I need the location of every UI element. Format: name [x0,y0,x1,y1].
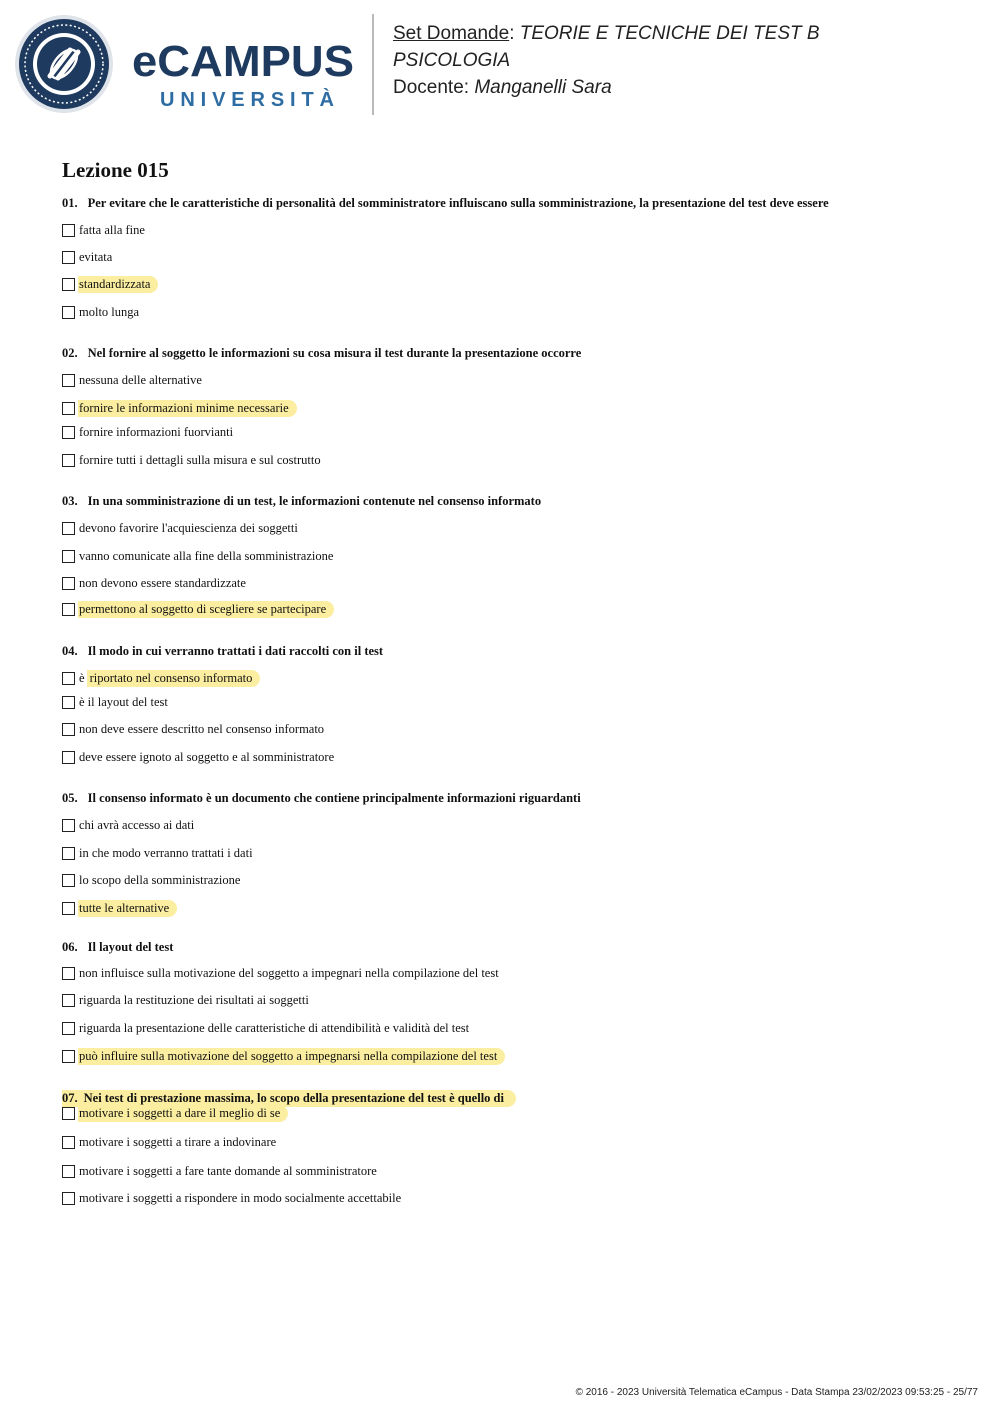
logo-sub: UNIVERSITÀ [160,89,338,111]
answer-checkbox[interactable] [62,1107,75,1120]
question-text: Il layout del test [87,940,174,954]
answer-text: motivare i soggetti a fare tante domande al somministratore [79,1164,377,1178]
answer-checkbox[interactable] [62,967,75,980]
answer-text: tutte le alternative [78,900,177,917]
answer-checkbox[interactable] [62,278,75,291]
answer-option[interactable] [62,372,204,389]
answer-option[interactable] [62,1190,403,1207]
question-text: Per evitare che le caratteristiche di personalità del somministratore influiscano sulla somministrazione, la presentazione del test deve essere [87,196,829,210]
answer-option[interactable] [62,992,311,1009]
answer-checkbox[interactable] [62,994,75,1007]
answer-text: fornire informazioni fuorvianti [79,425,234,439]
logo-brand: eCAMPUS [132,37,354,86]
answer-checkbox[interactable] [62,426,75,439]
answer-text: deve essere ignoto al soggetto e al somministratore [79,750,335,764]
answer-checkbox[interactable] [62,1050,75,1063]
teacher-name: Manganelli Sara [474,77,612,98]
answer-option[interactable] [62,222,147,239]
answer-option-highlighted[interactable] [62,900,177,917]
answer-option[interactable] [62,1134,278,1151]
answer-checkbox[interactable] [62,306,75,319]
answer-option[interactable] [62,749,336,766]
question-text: In una somministrazione di un test, le informazioni contenute nel consenso informato [87,494,542,508]
answer-checkbox[interactable] [62,751,75,764]
answer-checkbox[interactable] [62,603,75,616]
answer-option[interactable] [62,424,235,441]
answer-checkbox[interactable] [62,819,75,832]
question-number: 03. [62,494,78,508]
answer-option[interactable] [62,1020,471,1037]
answer-checkbox[interactable] [62,550,75,563]
question-02 [62,346,581,361]
answer-text: evitata [79,250,113,264]
answer-text: fornire tutti i dettagli sulla misura e sul costrutto [79,453,321,467]
answer-option-highlighted[interactable] [62,1048,505,1065]
answer-option-highlighted[interactable] [62,601,334,618]
answer-text: fatta alla fine [79,223,145,237]
answer-checkbox[interactable] [62,723,75,736]
answer-option[interactable] [62,721,326,738]
answer-text: non deve essere descritto nel consenso informato [79,722,325,736]
answer-text: riguarda la presentazione delle caratteristiche di attendibilità e validità del test [79,1021,470,1035]
answer-checkbox[interactable] [62,847,75,860]
answer-text: motivare i soggetti a tirare a indovinare [79,1135,277,1149]
answer-text: non devono essere standardizzate [79,576,246,590]
header-divider [372,14,374,115]
answer-option[interactable] [62,548,335,565]
answer-option[interactable] [62,694,170,711]
ecampus-logo [14,14,362,114]
answer-checkbox[interactable] [62,522,75,535]
answer-text-highlight: riportato nel consenso informato [87,670,261,687]
answer-text: nessuna delle alternative [79,373,202,387]
question-number: 07. [62,1091,78,1105]
question-text: Nel fornire al soggetto le informazioni su cosa misura il test durante la presentazione occorre [87,346,582,360]
answer-checkbox[interactable] [62,1136,75,1149]
ecampus-seal-icon [15,15,113,113]
answer-option[interactable] [62,249,114,266]
set-label: Set Domande [393,23,510,44]
question-number: 06. [62,940,78,954]
question-04 [62,644,383,659]
teacher-line [393,74,983,101]
answer-checkbox[interactable] [62,402,75,415]
answer-option[interactable] [62,965,501,982]
answer-text-prefix: è [79,671,85,685]
question-number: 01. [62,196,78,210]
question-06 [62,940,173,955]
question-text: Il modo in cui verranno trattati i dati raccolti con il test [87,644,384,658]
answer-option-highlighted[interactable] [62,1105,288,1122]
answer-option[interactable] [62,304,141,321]
answer-text: chi avrà accesso ai dati [79,818,195,832]
answer-option[interactable] [62,845,255,862]
question-text: Il consenso informato è un documento che contiene principalmente informazioni riguardanti [87,791,581,805]
course-line-1 [393,20,983,47]
question-01 [62,196,829,211]
lesson-title: Lezione 015 [62,158,169,182]
answer-option[interactable] [62,1163,379,1180]
answer-option[interactable] [62,817,196,834]
answer-option-highlighted[interactable] [62,400,297,417]
question-03 [62,494,541,509]
answer-text: motivare i soggetti a rispondere in modo socialmente accettabile [79,1191,402,1205]
question-text: Nei test di prestazione massima, lo scopo della presentazione del test è quello di [83,1091,504,1105]
answer-option-highlighted[interactable] [62,670,260,687]
answer-text: devono favorire l'acquiescienza dei soggetti [79,521,298,535]
answer-checkbox[interactable] [62,374,75,387]
question-05 [62,791,581,806]
answer-checkbox[interactable] [62,1022,75,1035]
answer-option[interactable] [62,520,300,537]
course-name-line-2: PSICOLOGIA [393,50,511,71]
answer-checkbox[interactable] [62,672,75,685]
course-name: TEORIE E TECNICHE DEI TEST B [519,23,820,44]
answer-option[interactable] [62,452,323,469]
answer-text: fornire le informazioni minime necessarie [78,400,297,417]
answer-text: vanno comunicate alla fine della somministrazione [79,549,334,563]
set-colon: : [509,23,515,44]
answer-text: può influire sulla motivazione del soggetto a impegnarsi nella compilazione del test [78,1048,505,1065]
answer-checkbox[interactable] [62,1192,75,1205]
answer-checkbox[interactable] [62,224,75,237]
answer-text: in che modo verranno trattati i dati [79,846,253,860]
question-number: 04. [62,644,78,658]
answer-checkbox[interactable] [62,902,75,915]
page-footer: © 2016 - 2023 Università Telematica eCampus - Data Stampa 23/02/2023 09:53:25 - 25/77 [575,1387,978,1398]
answer-text: non influisce sulla motivazione del soggetto a impegnari nella compilazione del test [79,966,499,980]
answer-option[interactable] [62,872,242,889]
answer-checkbox[interactable] [62,577,75,590]
answer-text: motivare i soggetti a dare il meglio di se [78,1105,288,1122]
answer-checkbox[interactable] [62,454,75,467]
answer-option[interactable] [62,575,248,592]
answer-checkbox[interactable] [62,696,75,709]
answer-checkbox[interactable] [62,251,75,264]
answer-checkbox[interactable] [62,1165,75,1178]
answer-text: lo scopo della somministrazione [79,873,241,887]
teacher-label: Docente: [393,77,470,98]
question-number: 02. [62,346,78,360]
course-header [393,20,983,101]
answer-checkbox[interactable] [62,874,75,887]
answer-text: permettono al soggetto di scegliere se partecipare [78,601,334,618]
answer-option-highlighted[interactable] [62,276,158,293]
answer-text: è il layout del test [79,695,168,709]
answer-text: molto lunga [79,305,140,319]
answer-text: riguarda la restituzione dei risultati ai soggetti [79,993,309,1007]
question-number: 05. [62,791,78,805]
answer-text: standardizzata [78,276,158,293]
